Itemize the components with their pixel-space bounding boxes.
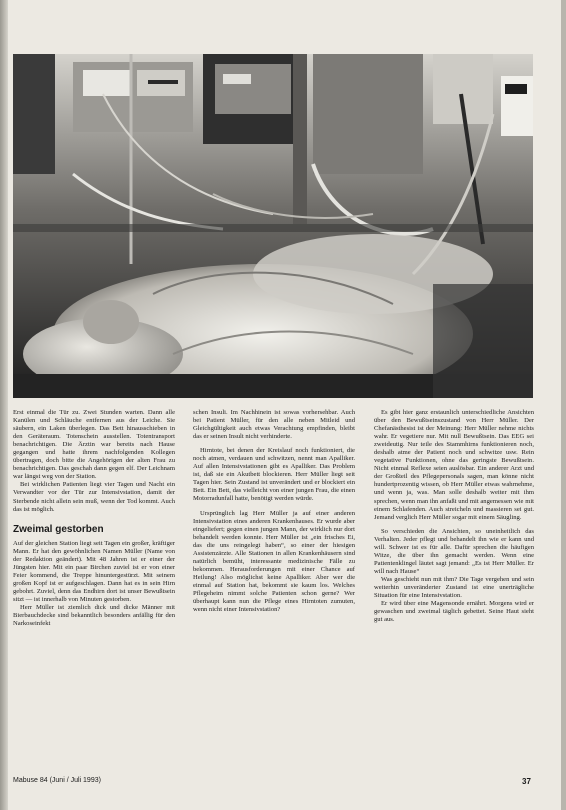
text-column-2 [193, 409, 355, 614]
paragraph: Herr Müller ist ziemlich dick und dicke Männer mit Bierbauchdecke sind bekanntlich besonders anfällig für den Narkoseinfekt [13, 603, 175, 628]
paragraph: Hirntote, bei denen der Kreislauf noch funktioniert, die noch atmen, verdauen und schwitzen, nennt man Apalliker. Auf allen Intensivstationen gibt es Apalliker. Das Problem ist, daß sie ein Akutbett blockieren. Herr Müller liegt seit Tagen hier. Sein Zustand ist unverändert und er blockiert ein Bett. Ein Bett, das vielleicht von einer jungen Frau, die einen Motorradunfall hatte, benötigt werden würde. [193, 447, 355, 503]
footer-publication: Mabuse 84 (Juni / Juli 1993) [13, 777, 101, 784]
paragraph: Erst einmal die Tür zu. Zwei Stunden warten. Dann alle Kanülen und Schläuche entfernen aus der Leiche. Sie säubern, ein Laken überlegen. Das Bett hinausschieben in den Geräteraum. Totenschein ausstellen. Totentransport benachrichtigen. Die Ärztin war bereits nach Hause gegangen und hatte ihrem nachfolgenden Kollegen übertragen, doch bitte die Angehörigen der alten Frau zu benachrichtigen. Das geschah dann gegen elf. Der Leichnam war längst weg von der Station. [13, 409, 175, 481]
paragraph: Ursprünglich lag Herr Müller ja auf einer anderen Intensivstation eines anderen Krankenhauses. Er wurde aber eingeliefert; gegen einen jungen Mann, der wirklich nur dort behandelt werden konnte. Herr Müller ist „ein frisches Ei, das die uns reingelegt haben“, so einer der hiesigen Assistenzärzte. Alle Stationen in allen Krankenhäusern sind natürlich bemüht, interessante medizinische Fälle zu bekommen. Herausforderungen mit einer Chance auf Heilung! Also möglichst keine Apalliker. Aber wer die einmal auf Station hat, bekommt sie kaum los. Welches Pflegeheim nimmt solche Patienten schon gerne? Wer überhaupt kann nun die Pflege eines Hirntoten zumuten, wenn nicht einer Intensivstation? [193, 509, 355, 614]
text-column-3 [374, 409, 534, 624]
section-subheading: Zweimal gestorben [13, 523, 104, 535]
paragraph: So verschieden die Ansichten, so uneinheitlich das Verhalten. Jeder pflegt und behandelt ihn wie er kann und will. Schwer ist es für alle. Dafür sprechen die häufigen Witze, die über ihn gemacht werden. Wenn eine Patientenklingel läutet sagt jemand: „Es ist Herr Müller. Er will nach Hause“ [374, 527, 534, 575]
paragraph: Auf der gleichen Station liegt seit Tagen ein großer, kräftiger Mann. Er hat den gewöhnlichen Namen Müller (Name von der Redaktion geändert). Mit 48 Jahren ist er einer der Jüngsten hier. Mit ein paar Birchen zuviel ist er von einer Feier kommend, die Treppe hinuntergestürzt. Mit seinem großen Kopf ist er aufgeschlagen. Dann hat es in sein Hirn gebohrt. Zuviel, denn das Endhirn dort ist unser Bewußtsein sitzt — ist innerhalb von Minuten gestorben. [13, 539, 175, 603]
page-outer-edge [561, 0, 566, 810]
intensive-care-photo [13, 54, 533, 398]
paragraph: Es gibt hier ganz erstaunlich unterschiedliche Ansichten über den Bewußtseinszustand von Herr Müller. Der Chefanästhesist ist der Meinung: Herr Müller nehme nichts wahr. Er vegetiere nur. Mit null Bewußtsein. Das EEG sei zweideutig. Nur teile des Stammhirns funktionieren noch, deshalb atme der Patient noch und schwitze usw. Rein vegetative Funktionen, ohne das geringste Bewußtsein. Nicht einmal Reflexe seien auslösbar. Ein anderer Arzt und der Großteil des Pflegepersonals sagen, man könne nicht hundertprozentig wissen, ob Herr Müller etwas wahrnehme, und wenn ja, was. Man solle deshalb weiter mit ihm sprechen, wenn man ihn anfaßt und mit angemessen wie mit einem Schlafenden. Auch streicheln und massieren sei gut. Jemand verglich Herr Müller sogar mit einem Säugling. [374, 409, 534, 521]
paragraph: schen Insuli. Im Nachhinein ist sowas vorhersehbar. Auch bei Patient Müller, für den alle neben Mitleid und Gleichgültigkeit auch etwas Verachtung empfinden, bleibt das er seinen Insult nicht verhinderte. [193, 409, 355, 441]
paragraph: Was geschieht nun mit ihm? Die Tage vergehen und sein weiterhin unveränderter Zustand ist eine unerträgliche Situation für eine Intensivstation. [374, 575, 534, 600]
paragraph: Er wird über eine Magensonde ernährt. Morgens wird er gewaschen und zweimal täglich gebettet. Seine Haut sieht gut aus. [374, 600, 534, 624]
paragraph: Bei wirklichen Patienten liegt vier Tagen und Nacht ein Verwandter vor der Tür zur Intensivstation, damit der Sterbende nicht allein sein muß, wenn der Tod kommt. Auch das ist möglich. [13, 481, 175, 513]
text-column-1 [13, 409, 175, 628]
page-number: 37 [522, 777, 531, 786]
page-binding-edge [0, 0, 8, 810]
